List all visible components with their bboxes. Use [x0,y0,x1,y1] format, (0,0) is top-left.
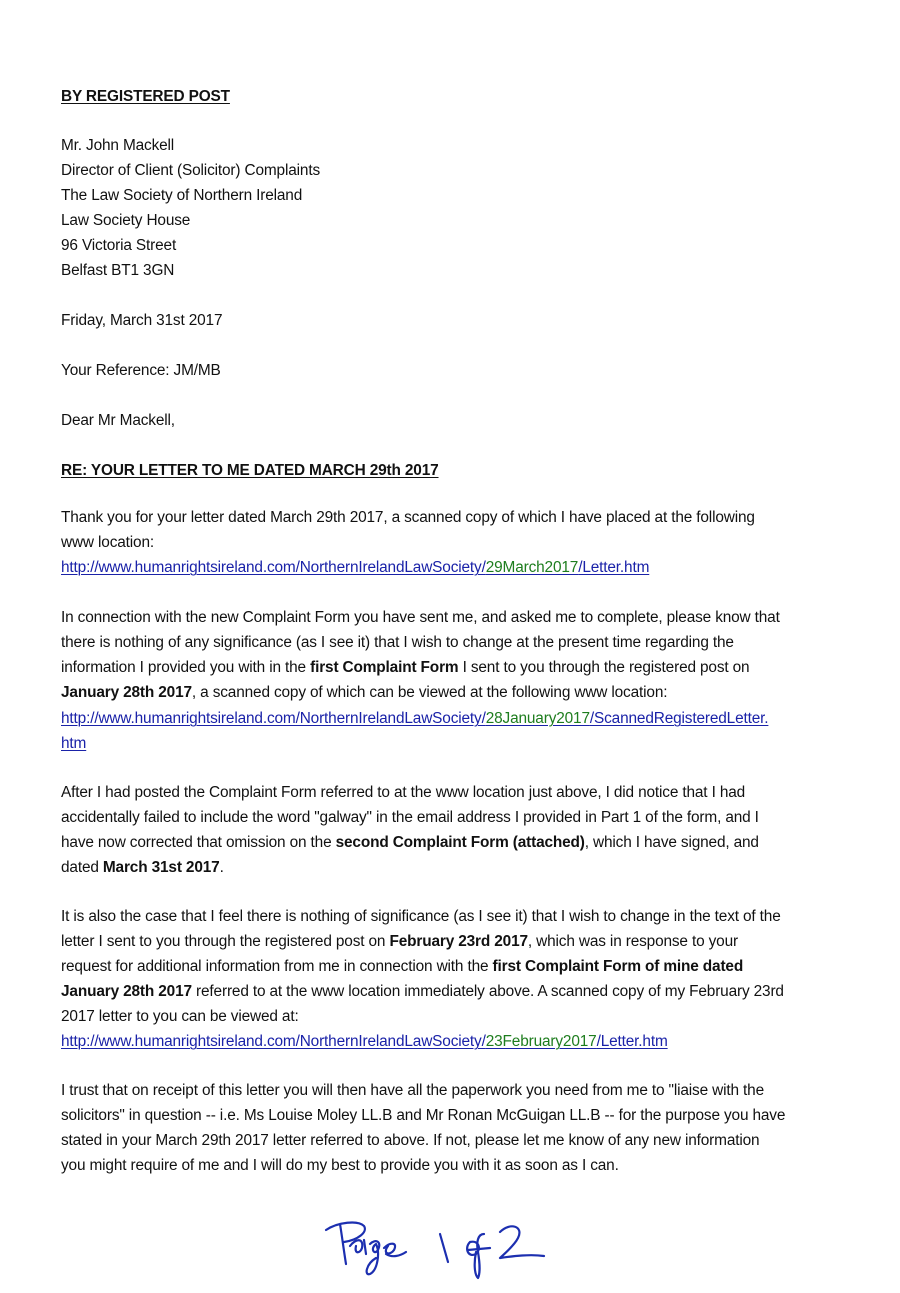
emphasis-first-complaint-form: first Complaint Form of mine dated [492,958,744,975]
link-suffix: /Letter.htm [578,559,650,576]
link-prefix: http://www.humanrightsireland.com/NorthernIrelandLawSociety/ [61,559,486,576]
emphasis-date: January 28th 2017 [61,684,192,701]
paragraph-line: dated March 31st 2017. [61,859,224,876]
paragraph-line: solicitors" in question -- i.e. Ms Louise Moley LL.B and Mr Ronan McGuigan LL.B -- for the purpose you have [61,1107,786,1124]
recipient-name: Mr. John Mackell [61,137,175,154]
recipient-title: Director of Client (Solicitor) Complaints [61,162,320,179]
emphasis-date: March 31st 2017 [102,859,220,876]
link-date-segment: 29March2017 [485,559,579,576]
paragraph-line: 2017 letter to you can be viewed at: [61,1008,299,1025]
emphasis-date: January 28th 2017 [61,983,192,1000]
recipient-street: 96 Victoria Street [61,237,177,254]
emphasis-first-complaint-form: first Complaint Form [310,659,459,676]
paragraph-line: In connection with the new Complaint Form you have sent me, and asked me to complete, please know that [61,609,780,626]
paragraph-line: accidentally failed to include the word "galway" in the email address I provided in Part 1 of the form, and I [61,809,759,826]
link-prefix: http://www.humanrightsireland.com/NorthernIrelandLawSociety/ [61,1033,486,1050]
link-suffix: /Letter.htm [596,1033,668,1050]
recipient-building: Law Society House [61,212,191,229]
paragraph-line: information I provided you with in the first Complaint Form I sent to you through the registered post on [61,659,750,676]
paragraph-line: It is also the case that I feel there is nothing of significance (as I see it) that I wish to change in the text of the [61,908,781,925]
paragraph-line: I trust that on receipt of this letter you will then have all the paperwork you need from me to "liaise with the [61,1082,764,1099]
paragraph-line: After I had posted the Complaint Form referred to at the www location just above, I did notice that I had [61,784,746,801]
paragraph-line: you might require of me and I will do my best to provide you with it as soon as I can. [61,1157,619,1174]
paragraph-line: www location: [61,534,154,551]
link-prefix: http://www.humanrightsireland.com/NorthernIrelandLawSociety/ [61,710,486,727]
handwritten-page-number [318,1212,578,1282]
paragraph-line: letter I sent to you through the registered post on February 23rd 2017, which was in response to your [61,933,738,950]
paragraph-line: request for additional information from me in connection with the first Complaint Form of mine dated [61,958,744,975]
reference-line: Your Reference: JM/MB [61,362,221,379]
link-23february2017-letter[interactable] [61,1032,668,1052]
recipient-organisation: The Law Society of Northern Ireland [61,187,303,204]
paragraph-line: Thank you for your letter dated March 29th 2017, a scanned copy of which I have placed at the following [61,509,755,526]
link-28january2017-scanned-letter[interactable] [61,709,768,729]
link-28january2017-continuation[interactable]: htm [61,735,87,752]
letter-date: Friday, March 31st 2017 [61,312,223,329]
link-29march2017-letter[interactable] [61,558,649,578]
emphasis-second-complaint-form: second Complaint Form (attached) [335,834,585,851]
subject-line: RE: YOUR LETTER TO ME DATED MARCH 29th 2017 [61,462,439,479]
paragraph-line: stated in your March 29th 2017 letter referred to above. If not, please let me know of any new information [61,1132,760,1149]
link-date-segment: 23February2017 [485,1033,597,1050]
link-date-segment: 28January2017 [485,710,590,727]
recipient-city: Belfast BT1 3GN [61,262,175,279]
paragraph-line: have now corrected that omission on the second Complaint Form (attached), which I have signed, and [61,834,759,851]
emphasis-date: February 23rd 2017 [389,933,528,950]
delivery-heading: BY REGISTERED POST [61,88,230,105]
paragraph-line: January 28th 2017 referred to at the www location immediately above. A scanned copy of my February 23rd [61,983,784,1000]
salutation: Dear Mr Mackell, [61,412,175,429]
paragraph-line: January 28th 2017, a scanned copy of which can be viewed at the following www location: [61,684,668,701]
link-suffix: /ScannedRegisteredLetter. [589,710,769,727]
paragraph-line: there is nothing of any significance (as I see it) that I wish to change at the present time regarding the [61,634,734,651]
